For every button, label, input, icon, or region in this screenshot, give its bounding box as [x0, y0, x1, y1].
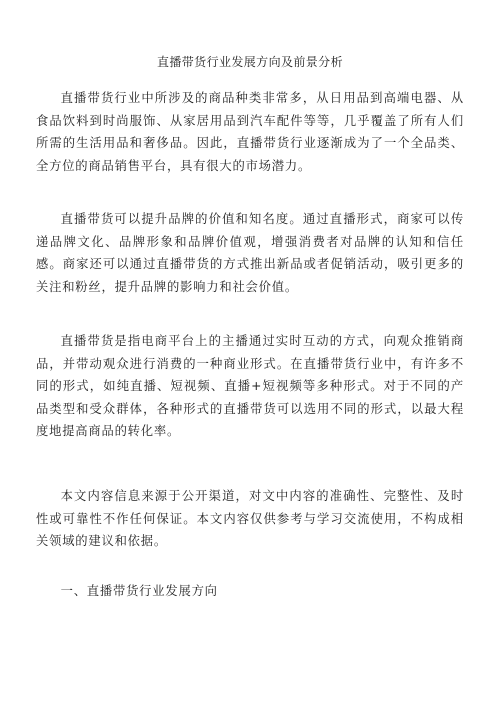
paragraph-product-categories: 直播带货行业中所涉及的商品种类非常多，从日用品到高端电器、从食品饮料到时尚服饰、从家居用品到汽车配件等等，几乎覆盖了所有人们所需的生活用品和奢侈品。因此，直播带货行业逐渐成为了一个全品类、全方位的商品销售平台，具有很大的市场潜力。: [36, 91, 464, 173]
document-title: 直播带货行业发展方向及前景分析: [156, 55, 343, 69]
section-heading-development-direction: 一、直播带货行业发展方向: [60, 584, 218, 598]
paragraph-disclaimer: 本文内容信息来源于公开渠道，对文中内容的准确性、完整性、及时性或可靠性不作任何保证。本文内容仅供参考与学习交流使用，不构成相关领域的建议和依据。: [36, 489, 464, 548]
paragraph-brand-value: 直播带货可以提升品牌的价值和知名度。通过直播形式，商家可以传递品牌文化、品牌形象和品牌价值观，增强消费者对品牌的认知和信任感。商家还可以通过直播带货的方式推出新品或者促销活动，吸引更多的关注和粉丝，提升品牌的影响力和社会价值。: [36, 212, 464, 294]
paragraph-definition-forms: 直播带货是指电商平台上的主播通过实时互动的方式，向观众推销商品，并带动观众进行消费的一种商业形式。在直播带货行业中，有许多不同的形式，如纯直播、短视频、直播+短视频等多种形式。对于不同的产品类型和受众群体，各种形式的直播带货可以选用不同的形式，以最大程度地提高商品的转化率。: [36, 334, 464, 438]
